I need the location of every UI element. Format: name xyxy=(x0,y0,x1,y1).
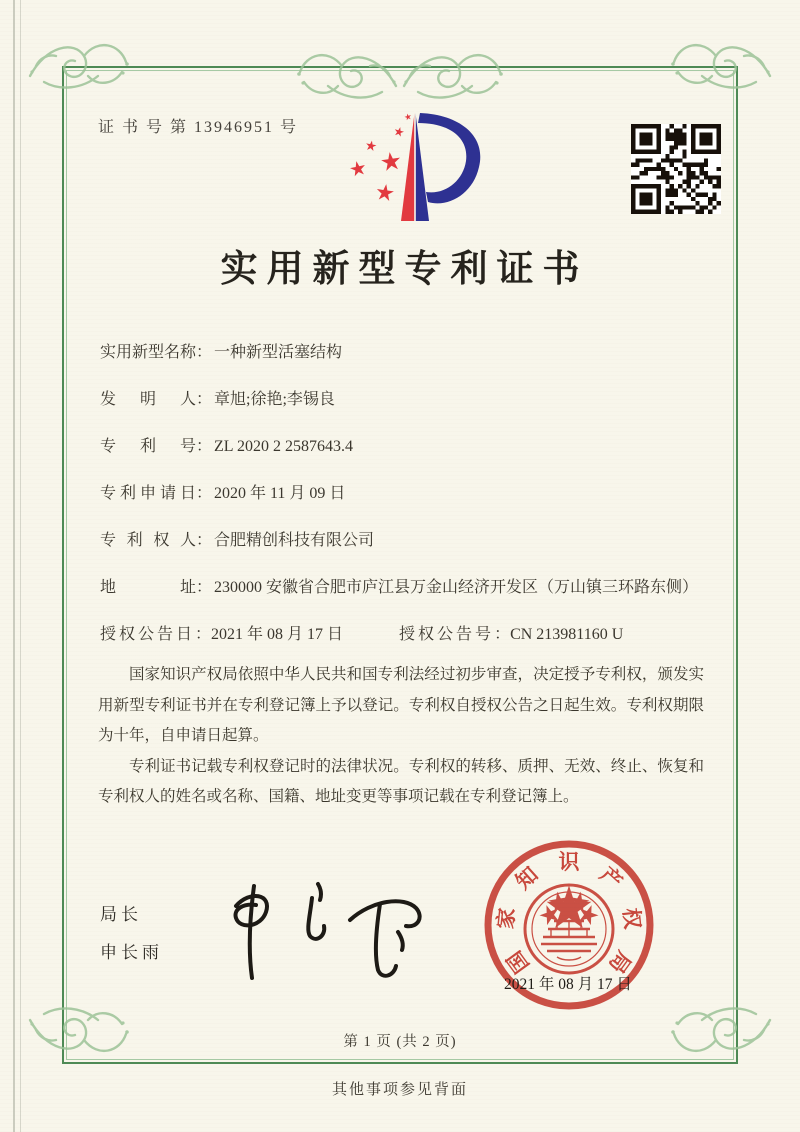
colon: ： xyxy=(196,438,213,455)
colon: ： xyxy=(196,344,213,361)
legal-text-block xyxy=(98,660,704,813)
qr-code-pattern xyxy=(631,124,721,214)
field-value: 合肥精创科技有限公司 xyxy=(214,532,375,549)
field-row-inventor xyxy=(100,389,706,411)
colon: ： xyxy=(196,485,213,502)
field-label: 专利权人 xyxy=(100,532,196,549)
grant-no-label: 授权公告号 xyxy=(399,626,495,643)
field-label: 实用新型名称 xyxy=(100,344,197,361)
colon: ： xyxy=(196,532,213,549)
colon: ： xyxy=(196,391,213,408)
legal-paragraph: 国家知识产权局依照中华人民共和国专利法经过初步审查，决定授予专利权，颁发实用新型专利证书并在专利登记簿上予以登记。专利权自授权公告之日起生效。专利权期限为十年，自申请日起算。 xyxy=(98,666,704,744)
top-center-flourish-icon xyxy=(400,38,508,108)
fields-block xyxy=(100,342,706,646)
corner-flourish-icon xyxy=(666,28,774,98)
field-value: 230000 安徽省合肥市庐江县万金山经济开发区（万山镇三环路东侧） xyxy=(214,579,699,596)
field-label: 专利号 xyxy=(100,438,196,455)
field-row-name xyxy=(100,342,706,364)
field-value: 2020 年 11 月 09 日 xyxy=(214,485,346,502)
field-value: ZL 2020 2 2587643.4 xyxy=(214,438,353,455)
page-number: 第 1 页 (共 2 页) xyxy=(343,1034,457,1050)
commissioner-title: 局长 xyxy=(100,905,142,924)
field-value: 章旭;徐艳;李锡良 xyxy=(214,391,335,408)
field-row-patent-no xyxy=(100,436,706,458)
scan-spine-edge xyxy=(13,0,21,1132)
commissioner-name: 申长雨 xyxy=(100,943,163,962)
seal-ring-char: 产 xyxy=(595,862,627,895)
seal-ring-char: 国 xyxy=(502,946,534,978)
field-row-filing-date xyxy=(100,483,706,505)
cnipa-logo-icon xyxy=(338,104,488,228)
field-label: 专利申请日 xyxy=(100,485,196,502)
colon: ： xyxy=(494,626,511,643)
seal-date: 2021 年 08 月 17 日 xyxy=(504,976,632,993)
seal-ring-char: 家 xyxy=(493,906,520,931)
signature-handwriting-icon xyxy=(212,872,432,992)
colon: ： xyxy=(195,626,212,643)
field-label: 地址 xyxy=(100,579,196,596)
qr-code xyxy=(631,124,721,214)
grant-date-value: 2021 年 08 月 17 日 xyxy=(211,626,344,643)
seal-ring-char: 权 xyxy=(618,906,645,931)
colon: ： xyxy=(196,579,213,596)
certificate-number: 证 书 号 第 13946951 号 xyxy=(98,119,299,136)
field-row-address xyxy=(100,577,706,599)
back-side-note: 其他事项参见背面 xyxy=(331,1082,468,1098)
grant-no-value: CN 213981160 U xyxy=(510,626,624,643)
corner-flourish-icon xyxy=(26,28,134,98)
field-label: 发明人 xyxy=(100,391,196,408)
top-center-flourish-icon xyxy=(292,38,400,108)
legal-paragraph: 专利证书记载专利权登记时的法律状况。专利权的转移、质押、无效、终止、恢复和专利权人的姓名或名称、国籍、地址变更等事项记载在专利登记簿上。 xyxy=(98,757,704,805)
seal-ring-char: 知 xyxy=(511,862,543,895)
seal-ring-char: 识 xyxy=(558,850,580,874)
seal-ring-char: 局 xyxy=(604,946,636,978)
field-row-patentee xyxy=(100,530,706,552)
certificate-title: 实用新型专利证书 xyxy=(220,249,589,290)
grant-row xyxy=(100,624,706,646)
grant-date-label: 授权公告日 xyxy=(100,626,196,643)
field-value: 一种新型活塞结构 xyxy=(214,344,343,361)
